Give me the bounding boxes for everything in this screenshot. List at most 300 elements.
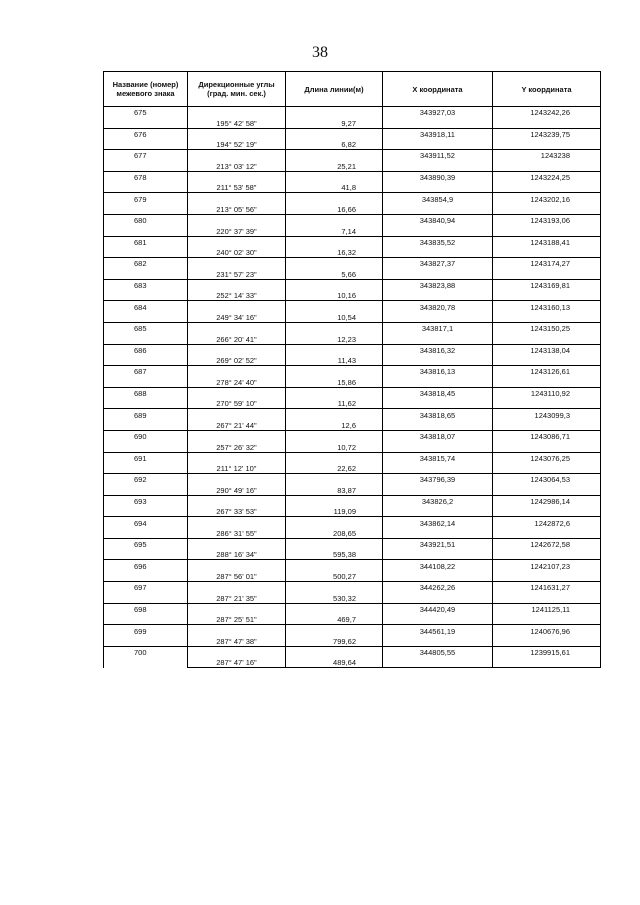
line-length-cell: 9,27 — [286, 117, 383, 128]
table-row-segment — [104, 160, 601, 171]
table-row-segment — [104, 528, 601, 539]
empty-cell — [286, 344, 383, 355]
direction-angle-cell: 213° 03' 12" — [188, 160, 286, 171]
y-coordinate-cell: 1243224,25 — [493, 171, 601, 182]
empty-cell — [104, 268, 188, 279]
empty-cell — [286, 258, 383, 269]
table-row-point — [104, 474, 601, 485]
empty-cell — [383, 657, 493, 668]
x-coordinate-cell: 344561,19 — [383, 625, 493, 636]
x-coordinate-cell: 343815,74 — [383, 452, 493, 463]
table-row-point — [104, 128, 601, 139]
empty-cell — [493, 398, 601, 409]
x-coordinate-cell: 343818,65 — [383, 409, 493, 420]
empty-cell — [104, 614, 188, 625]
empty-cell — [286, 582, 383, 593]
table-row-point — [104, 646, 601, 657]
table-row-point — [104, 258, 601, 269]
line-length-cell: 5,66 — [286, 268, 383, 279]
y-coordinate-cell: 1241631,27 — [493, 582, 601, 593]
direction-angle-cell: 266° 20' 41" — [188, 333, 286, 344]
empty-cell — [493, 571, 601, 582]
table-row-segment — [104, 420, 601, 431]
empty-cell — [383, 463, 493, 474]
mark-name-cell: 687 — [104, 366, 188, 377]
empty-cell — [383, 506, 493, 517]
empty-cell — [286, 538, 383, 549]
x-coordinate-cell: 343816,13 — [383, 366, 493, 377]
direction-angle-cell: 287° 47' 38" — [188, 636, 286, 647]
y-coordinate-cell: 1243110,92 — [493, 387, 601, 398]
table-row-segment — [104, 398, 601, 409]
y-coordinate-cell: 1243169,81 — [493, 279, 601, 290]
direction-angle-cell: 220° 37' 39" — [188, 225, 286, 236]
empty-cell — [104, 117, 188, 128]
empty-cell — [493, 268, 601, 279]
mark-name-cell: 688 — [104, 387, 188, 398]
line-length-cell: 16,66 — [286, 204, 383, 215]
direction-angle-cell: 211° 12' 10" — [188, 463, 286, 474]
y-coordinate-cell: 1243138,04 — [493, 344, 601, 355]
empty-cell — [383, 376, 493, 387]
table-row-segment — [104, 312, 601, 323]
mark-name-cell: 700 — [104, 646, 188, 657]
empty-cell — [493, 290, 601, 301]
empty-cell — [493, 636, 601, 647]
table-row-point — [104, 236, 601, 247]
empty-cell — [188, 495, 286, 506]
direction-angle-cell: 267° 21' 44" — [188, 420, 286, 431]
empty-cell — [383, 312, 493, 323]
line-length-cell: 799,62 — [286, 636, 383, 647]
x-coordinate-cell: 344420,49 — [383, 603, 493, 614]
empty-cell — [383, 139, 493, 150]
empty-cell — [383, 636, 493, 647]
empty-cell — [188, 279, 286, 290]
line-length-cell: 10,72 — [286, 441, 383, 452]
empty-cell — [493, 614, 601, 625]
x-coordinate-cell: 344108,22 — [383, 560, 493, 571]
table-row-segment — [104, 463, 601, 474]
empty-cell — [104, 506, 188, 517]
empty-cell — [493, 549, 601, 560]
empty-cell — [493, 420, 601, 431]
empty-cell — [188, 430, 286, 441]
y-coordinate-cell: 1243238 — [493, 150, 601, 161]
empty-cell — [104, 376, 188, 387]
x-coordinate-cell: 343921,51 — [383, 538, 493, 549]
empty-cell — [104, 225, 188, 236]
line-length-cell: 530,32 — [286, 592, 383, 603]
empty-cell — [104, 333, 188, 344]
line-length-cell: 208,65 — [286, 528, 383, 539]
table-row-point — [104, 279, 601, 290]
empty-cell — [104, 160, 188, 171]
mark-name-cell: 690 — [104, 430, 188, 441]
table-row-point — [104, 603, 601, 614]
mark-name-cell: 682 — [104, 258, 188, 269]
empty-cell — [286, 560, 383, 571]
empty-cell — [286, 214, 383, 225]
empty-cell — [286, 452, 383, 463]
table-row-point — [104, 495, 601, 506]
empty-cell — [383, 484, 493, 495]
empty-cell — [104, 290, 188, 301]
empty-cell — [188, 452, 286, 463]
table-row-point — [104, 214, 601, 225]
empty-cell — [286, 430, 383, 441]
mark-name-cell: 685 — [104, 322, 188, 333]
empty-cell — [104, 139, 188, 150]
empty-cell — [286, 495, 383, 506]
empty-cell — [383, 571, 493, 582]
empty-cell — [104, 441, 188, 452]
table-row-segment — [104, 225, 601, 236]
empty-cell — [188, 517, 286, 528]
empty-cell — [383, 225, 493, 236]
y-coordinate-cell: 1243202,16 — [493, 193, 601, 204]
mark-name-cell: 692 — [104, 474, 188, 485]
mark-name-cell: 677 — [104, 150, 188, 161]
header-mark-name: Название (номер) межевого знака — [104, 72, 188, 107]
empty-cell — [188, 538, 286, 549]
y-coordinate-cell: 1243076,25 — [493, 452, 601, 463]
table-row-point — [104, 171, 601, 182]
table-row-segment — [104, 139, 601, 150]
empty-cell — [383, 528, 493, 539]
mark-name-cell: 694 — [104, 517, 188, 528]
table-row-segment — [104, 614, 601, 625]
x-coordinate-cell: 343854,9 — [383, 193, 493, 204]
empty-cell — [104, 398, 188, 409]
x-coordinate-cell: 343823,88 — [383, 279, 493, 290]
table-header-row — [104, 72, 601, 107]
mark-name-cell: 691 — [104, 452, 188, 463]
empty-cell — [104, 312, 188, 323]
direction-angle-cell: 195° 42' 58" — [188, 117, 286, 128]
empty-cell — [286, 171, 383, 182]
empty-cell — [493, 376, 601, 387]
line-length-cell: 10,16 — [286, 290, 383, 301]
table-row-point — [104, 430, 601, 441]
direction-angle-cell: 231° 57' 23" — [188, 268, 286, 279]
empty-cell — [286, 279, 383, 290]
empty-cell — [104, 657, 188, 668]
x-coordinate-cell: 343817,1 — [383, 322, 493, 333]
table-row-segment — [104, 592, 601, 603]
line-length-cell: 12,23 — [286, 333, 383, 344]
line-length-cell: 119,09 — [286, 506, 383, 517]
empty-cell — [493, 204, 601, 215]
table-row-point — [104, 452, 601, 463]
direction-angle-cell: 213° 05' 56" — [188, 204, 286, 215]
x-coordinate-cell: 343911,52 — [383, 150, 493, 161]
empty-cell — [286, 301, 383, 312]
x-coordinate-cell: 343862,14 — [383, 517, 493, 528]
empty-cell — [188, 366, 286, 377]
y-coordinate-cell: 1241125,11 — [493, 603, 601, 614]
empty-cell — [188, 646, 286, 657]
x-coordinate-cell: 344262,26 — [383, 582, 493, 593]
empty-cell — [286, 193, 383, 204]
table-row-point — [104, 107, 601, 118]
mark-name-cell: 697 — [104, 582, 188, 593]
empty-cell — [493, 355, 601, 366]
header-line-length: Длина линии(м) — [286, 72, 383, 107]
empty-cell — [383, 549, 493, 560]
y-coordinate-cell: 1243150,25 — [493, 322, 601, 333]
empty-cell — [286, 107, 383, 118]
line-length-cell: 11,62 — [286, 398, 383, 409]
y-coordinate-cell: 1243193,06 — [493, 214, 601, 225]
empty-cell — [188, 150, 286, 161]
empty-cell — [383, 182, 493, 193]
x-coordinate-cell: 344805,55 — [383, 646, 493, 657]
table-row-point — [104, 409, 601, 420]
empty-cell — [493, 182, 601, 193]
empty-cell — [493, 463, 601, 474]
direction-angle-cell: 257° 26' 32" — [188, 441, 286, 452]
empty-cell — [188, 236, 286, 247]
line-length-cell: 16,32 — [286, 247, 383, 258]
empty-cell — [286, 322, 383, 333]
empty-cell — [104, 571, 188, 582]
line-length-cell: 469,7 — [286, 614, 383, 625]
mark-name-cell: 675 — [104, 107, 188, 118]
mark-name-cell: 683 — [104, 279, 188, 290]
table-row-point — [104, 387, 601, 398]
mark-name-cell: 699 — [104, 625, 188, 636]
line-length-cell: 489,64 — [286, 657, 383, 668]
mark-name-cell: 696 — [104, 560, 188, 571]
line-length-cell: 10,54 — [286, 312, 383, 323]
empty-cell — [383, 355, 493, 366]
empty-cell — [286, 366, 383, 377]
x-coordinate-cell: 343918,11 — [383, 128, 493, 139]
line-length-cell: 595,38 — [286, 549, 383, 560]
table-row-point — [104, 517, 601, 528]
table-row-point — [104, 322, 601, 333]
table-row-point — [104, 560, 601, 571]
empty-cell — [188, 344, 286, 355]
direction-angle-cell: 269° 02' 52" — [188, 355, 286, 366]
x-coordinate-cell: 343840,94 — [383, 214, 493, 225]
table-row-point — [104, 538, 601, 549]
empty-cell — [383, 420, 493, 431]
empty-cell — [493, 312, 601, 323]
empty-cell — [383, 441, 493, 452]
empty-cell — [383, 614, 493, 625]
empty-cell — [104, 636, 188, 647]
mark-name-cell: 698 — [104, 603, 188, 614]
direction-angle-cell: 287° 25' 51" — [188, 614, 286, 625]
line-length-cell: 25,21 — [286, 160, 383, 171]
table-row-point — [104, 582, 601, 593]
line-length-cell: 83,87 — [286, 484, 383, 495]
empty-cell — [493, 139, 601, 150]
empty-cell — [383, 160, 493, 171]
y-coordinate-cell: 1243239,75 — [493, 128, 601, 139]
line-length-cell: 22,62 — [286, 463, 383, 474]
table-row-segment — [104, 247, 601, 258]
empty-cell — [188, 474, 286, 485]
empty-cell — [493, 484, 601, 495]
empty-cell — [188, 301, 286, 312]
y-coordinate-cell: 1242872,6 — [493, 517, 601, 528]
table-row-segment — [104, 333, 601, 344]
x-coordinate-cell: 343890,39 — [383, 171, 493, 182]
table-row-point — [104, 193, 601, 204]
table-row-segment — [104, 204, 601, 215]
mark-name-cell: 681 — [104, 236, 188, 247]
table-row-segment — [104, 484, 601, 495]
empty-cell — [286, 603, 383, 614]
empty-cell — [383, 247, 493, 258]
empty-cell — [188, 560, 286, 571]
empty-cell — [104, 592, 188, 603]
empty-cell — [188, 409, 286, 420]
x-coordinate-cell: 343827,37 — [383, 258, 493, 269]
line-length-cell: 12,6 — [286, 420, 383, 431]
empty-cell — [104, 463, 188, 474]
header-y-coordinate: Y координата — [493, 72, 601, 107]
mark-name-cell: 695 — [104, 538, 188, 549]
empty-cell — [493, 506, 601, 517]
empty-cell — [286, 387, 383, 398]
empty-cell — [493, 657, 601, 668]
header-direction-angle: Дирекционные углы (град. мин. сек.) — [188, 72, 286, 107]
direction-angle-cell: 286° 31' 55" — [188, 528, 286, 539]
empty-cell — [493, 117, 601, 128]
y-coordinate-cell: 1243086,71 — [493, 430, 601, 441]
y-coordinate-cell: 1243188,41 — [493, 236, 601, 247]
empty-cell — [286, 625, 383, 636]
table-row-segment — [104, 657, 601, 668]
empty-cell — [188, 603, 286, 614]
direction-angle-cell: 288° 16' 34" — [188, 549, 286, 560]
table-row-segment — [104, 636, 601, 647]
empty-cell — [104, 182, 188, 193]
direction-angle-cell: 290° 49' 16" — [188, 484, 286, 495]
empty-cell — [188, 258, 286, 269]
table-row-point — [104, 301, 601, 312]
table-row-point — [104, 344, 601, 355]
direction-angle-cell: 240° 02' 30" — [188, 247, 286, 258]
x-coordinate-cell: 343818,07 — [383, 430, 493, 441]
empty-cell — [188, 193, 286, 204]
empty-cell — [104, 528, 188, 539]
table-row-segment — [104, 290, 601, 301]
direction-angle-cell: 194° 52' 19" — [188, 139, 286, 150]
line-length-cell: 11,43 — [286, 355, 383, 366]
table-row-point — [104, 150, 601, 161]
y-coordinate-cell: 1242986,14 — [493, 495, 601, 506]
boundary-coordinates-table — [103, 71, 601, 668]
empty-cell — [286, 409, 383, 420]
empty-cell — [493, 592, 601, 603]
x-coordinate-cell: 343796,39 — [383, 474, 493, 485]
empty-cell — [104, 355, 188, 366]
direction-angle-cell: 287° 21' 35" — [188, 592, 286, 603]
empty-cell — [188, 171, 286, 182]
table-row-segment — [104, 117, 601, 128]
mark-name-cell: 680 — [104, 214, 188, 225]
direction-angle-cell: 249° 34' 16" — [188, 312, 286, 323]
empty-cell — [493, 247, 601, 258]
y-coordinate-cell: 1243099,3 — [493, 409, 601, 420]
line-length-cell: 41,8 — [286, 182, 383, 193]
empty-cell — [286, 517, 383, 528]
header-x-coordinate: X координата — [383, 72, 493, 107]
empty-cell — [188, 387, 286, 398]
x-coordinate-cell: 343927,03 — [383, 107, 493, 118]
empty-cell — [188, 107, 286, 118]
empty-cell — [188, 582, 286, 593]
table-row-segment — [104, 506, 601, 517]
y-coordinate-cell: 1240676,96 — [493, 625, 601, 636]
empty-cell — [383, 592, 493, 603]
empty-cell — [188, 214, 286, 225]
line-length-cell: 15,86 — [286, 376, 383, 387]
y-coordinate-cell: 1239915,61 — [493, 646, 601, 657]
empty-cell — [286, 236, 383, 247]
table-row-segment — [104, 376, 601, 387]
table-row-segment — [104, 441, 601, 452]
mark-name-cell: 679 — [104, 193, 188, 204]
x-coordinate-cell: 343820,78 — [383, 301, 493, 312]
y-coordinate-cell: 1243064,53 — [493, 474, 601, 485]
empty-cell — [188, 625, 286, 636]
x-coordinate-cell: 343816,32 — [383, 344, 493, 355]
empty-cell — [383, 333, 493, 344]
empty-cell — [493, 528, 601, 539]
mark-name-cell: 684 — [104, 301, 188, 312]
mark-name-cell: 686 — [104, 344, 188, 355]
direction-angle-cell: 287° 47' 16" — [188, 657, 286, 668]
empty-cell — [383, 290, 493, 301]
mark-name-cell: 689 — [104, 409, 188, 420]
empty-cell — [286, 646, 383, 657]
direction-angle-cell: 278° 24' 40" — [188, 376, 286, 387]
y-coordinate-cell: 1243126,61 — [493, 366, 601, 377]
direction-angle-cell: 252° 14' 33" — [188, 290, 286, 301]
direction-angle-cell: 287° 56' 01" — [188, 571, 286, 582]
table-body — [104, 107, 601, 668]
empty-cell — [286, 150, 383, 161]
empty-cell — [104, 247, 188, 258]
table-row-segment — [104, 549, 601, 560]
x-coordinate-cell: 343835,52 — [383, 236, 493, 247]
mark-name-cell: 676 — [104, 128, 188, 139]
direction-angle-cell: 267° 33' 53" — [188, 506, 286, 517]
y-coordinate-cell: 1243242,26 — [493, 107, 601, 118]
table-row-segment — [104, 355, 601, 366]
empty-cell — [286, 128, 383, 139]
mark-name-cell: 678 — [104, 171, 188, 182]
line-length-cell: 6,82 — [286, 139, 383, 150]
y-coordinate-cell: 1243160,13 — [493, 301, 601, 312]
y-coordinate-cell: 1243174,27 — [493, 258, 601, 269]
x-coordinate-cell: 343818,45 — [383, 387, 493, 398]
mark-name-cell: 693 — [104, 495, 188, 506]
empty-cell — [383, 398, 493, 409]
table-row-point — [104, 625, 601, 636]
empty-cell — [188, 128, 286, 139]
line-length-cell: 7,14 — [286, 225, 383, 236]
page-number: 38 — [312, 44, 328, 61]
line-length-cell: 500,27 — [286, 571, 383, 582]
empty-cell — [493, 441, 601, 452]
